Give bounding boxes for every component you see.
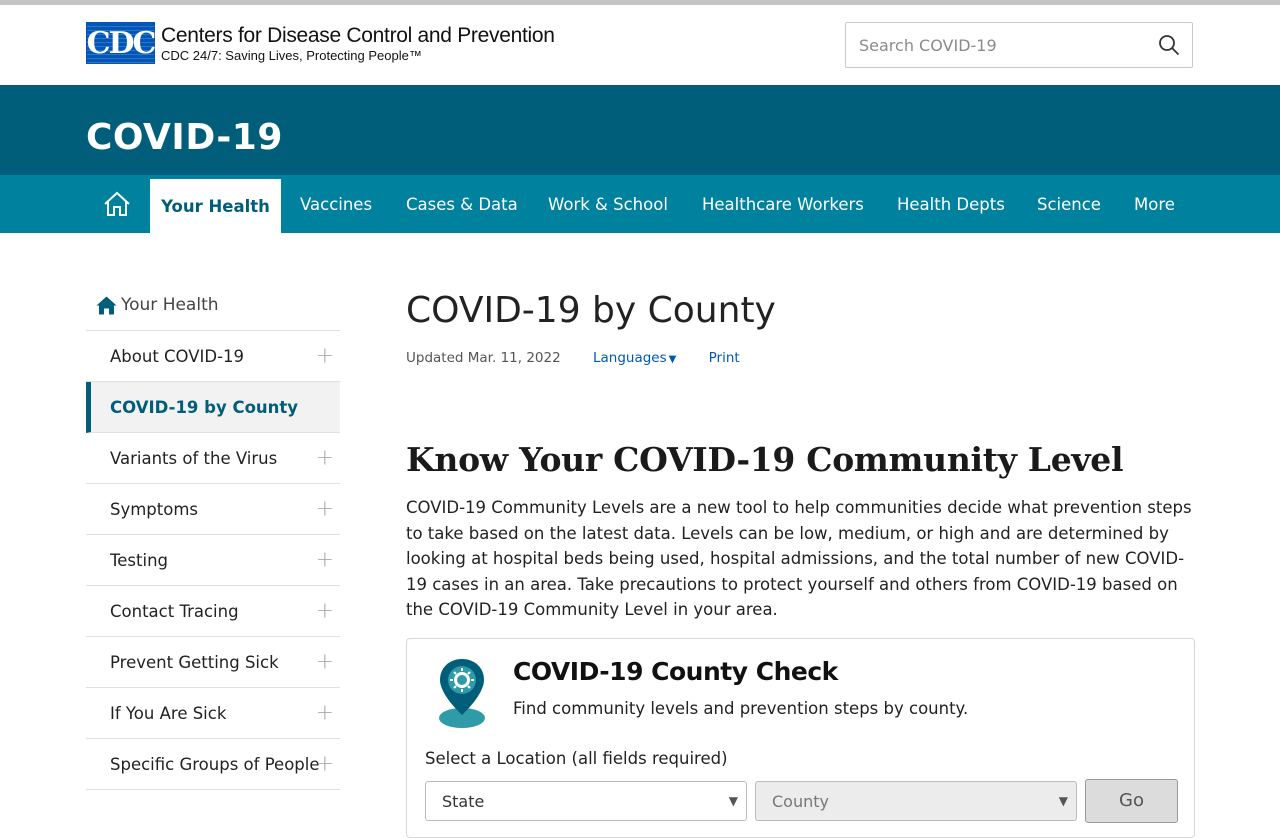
search-button[interactable] [1146,23,1192,67]
sidebar-item-label: If You Are Sick [110,703,227,723]
sidebar-item-contact-tracing[interactable] [86,586,340,637]
county-select[interactable] [755,781,1077,821]
page-title: COVID-19 by County [406,290,776,331]
intro-paragraph: COVID-19 Community Levels are a new tool to help communities decide what prevention steps to take based on the latest data. Levels can be low, medium, or high and are determined by looking at hospital beds being used, hospital admissions, and the total number of new COVID-19 cases in an area. Take precautions to protect yourself and others from COVID-19 based on the COVID-19 Community Level in your area. [406,498,1192,619]
print-link[interactable]: Print [708,350,740,366]
nav-tab-work-school[interactable]: Work & School [548,194,668,214]
logo-subtitle: CDC 24/7: Saving Lives, Protecting People™ [161,47,422,63]
sidebar-item-label: Testing [110,550,169,570]
sidebar-item-label: COVID-19 by County [110,397,299,417]
sidebar [86,280,340,790]
sidebar-item-if-you-are-sick[interactable] [86,688,340,739]
sidebar-item-label: Prevent Getting Sick [110,652,279,672]
state-select[interactable] [425,781,747,821]
site-title[interactable]: COVID-19 [86,117,283,158]
nav-tab-vaccines[interactable]: Vaccines [300,194,373,214]
expand-plus-icon[interactable]: + [315,598,334,624]
sidebar-item-label: Variants of the Virus [110,448,278,468]
nav-tab-healthcare-workers[interactable]: Healthcare Workers [702,194,864,214]
updated-date: Updated Mar. 11, 2022 [406,350,561,366]
home-icon [96,296,117,315]
state-select-value: State [442,792,485,811]
nav-tab-cases-data[interactable]: Cases & Data [406,194,518,214]
card-description: Find community levels and prevention steps by county. [513,699,969,718]
expand-plus-icon[interactable]: + [315,547,334,573]
chevron-down-icon: ▼ [1058,794,1068,808]
page-meta [406,350,740,366]
section-heading: Know Your COVID-19 Community Level [406,440,1124,479]
go-button[interactable]: Go [1085,779,1178,823]
expand-plus-icon[interactable]: + [315,445,334,471]
expand-plus-icon[interactable]: + [315,700,334,726]
select-location-label: Select a Location (all fields required) [425,749,728,768]
sidebar-home-label: Your Health [121,295,219,315]
sidebar-item-covid-by-county[interactable] [86,382,340,433]
cdc-logo-mark: CDC [86,22,155,64]
chevron-down-icon: ▼ [728,794,738,808]
languages-label: Languages [592,350,667,366]
sidebar-item-label: Specific Groups of People [110,754,320,774]
location-virus-icon [437,657,487,729]
search-icon [1158,34,1180,56]
expand-plus-icon[interactable]: + [315,751,334,777]
expand-plus-icon[interactable]: + [315,343,334,369]
nav-home-button[interactable] [86,175,148,233]
card-title: COVID-19 County Check [513,657,838,686]
search-box [845,22,1193,68]
sidebar-item-prevent-getting-sick[interactable] [86,637,340,688]
county-select-value: County [772,792,829,811]
site-banner [0,85,1280,175]
sidebar-item-label: About COVID-19 [110,346,245,366]
main-content [406,290,1195,811]
nav-tab-your-health[interactable]: Your Health [150,175,281,233]
nav-tab-more[interactable]: More [1134,194,1175,214]
cdc-logo[interactable] [86,22,555,64]
expand-plus-icon[interactable]: + [315,649,334,675]
sidebar-home-link[interactable] [86,280,340,331]
logo-title: Centers for Disease Control and Prevention [161,23,555,47]
nav-tab-science[interactable]: Science [1037,194,1101,214]
sidebar-item-label: Symptoms [110,499,199,519]
search-input[interactable] [846,22,1146,68]
expand-plus-icon[interactable]: + [315,496,334,522]
languages-dropdown[interactable] [593,350,676,366]
top-border [0,0,1280,5]
sidebar-item-symptoms[interactable] [86,484,340,535]
county-check-card [406,638,1195,838]
main-nav [0,175,1280,233]
sidebar-item-testing[interactable] [86,535,340,586]
sidebar-item-label: Contact Tracing [110,601,239,621]
nav-tab-health-depts[interactable]: Health Depts [897,194,1005,214]
sidebar-item-specific-groups[interactable] [86,739,340,790]
sidebar-item-variants[interactable] [86,433,340,484]
home-icon [103,191,131,217]
logo-text [161,25,555,62]
sidebar-item-about-covid[interactable] [86,331,340,382]
caret-down-icon: ▼ [668,354,677,365]
